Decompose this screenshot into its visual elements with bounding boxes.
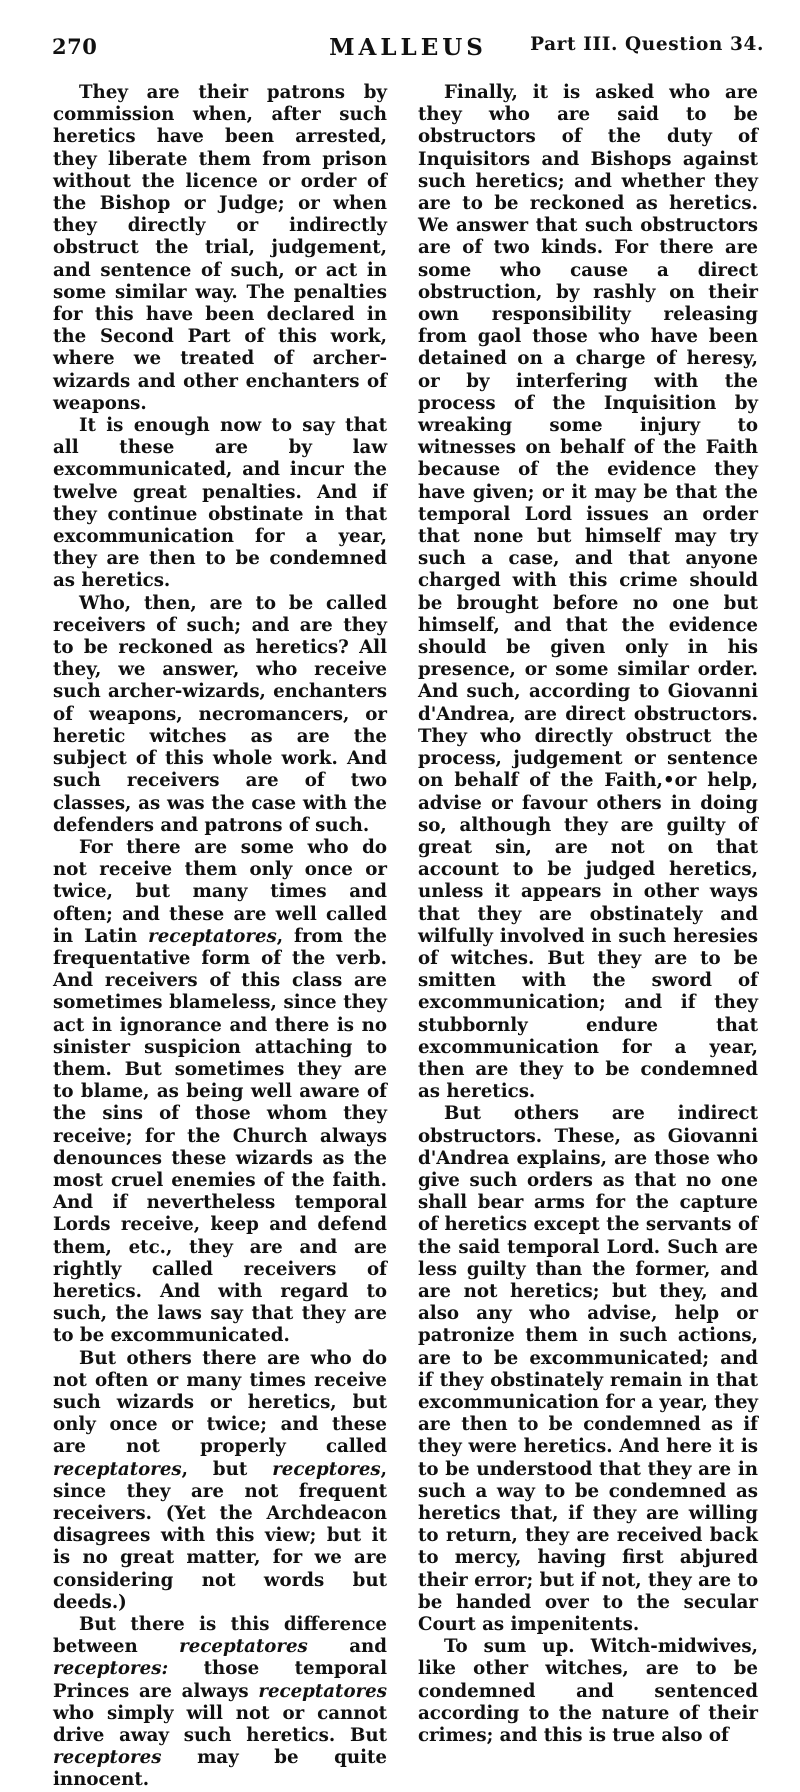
latin-term: receptatores (53, 1458, 182, 1480)
latin-term: receptores (53, 1747, 162, 1769)
right-column (418, 82, 758, 1747)
running-title: MALLEUS (329, 34, 487, 61)
left-column (53, 82, 387, 1792)
paragraph: But others there are who do not often or many times receive such wizards or heretics, but only once or twice; and these are not properly called receptatores, but receptores, since they are not frequent receivers. (Yet the Archdeacon disagrees with this view; but it is no great matter, for we are considering not words but deeds.) (53, 1347, 387, 1613)
paragraph: But there is this difference between receptatores and receptores: those temporal Princes are always receptatores who simply will not or cannot drive away such heretics. But receptores may be quite innocent. (53, 1614, 387, 1791)
page-header (52, 34, 764, 66)
latin-term: receptores (272, 1458, 381, 1480)
latin-term: receptatores (148, 925, 277, 947)
paragraph: To sum up. Witch-midwives, like other witches, are to be condemned and sentenced according to the nature of their crimes; and this is true also of (418, 1636, 758, 1747)
paragraph: They are their patrons by commission when, after such heretics have been arrested, they liberate them from prison without the licence or order of the Bishop or Judge; or when they directly or indirectly obstruct the trial, judgement, and sentence of such, or act in some similar way. The penalties for this have been declared in the Second Part of this work, where we treated of archer-wizards and other enchanters of weapons. (53, 82, 387, 414)
paragraph: Who, then, are to be called receivers of such; and are they to be reckoned as heretics? All they, we answer, who receive such archer-wizards, enchanters of weapons, necromancers, or heretic witches as are the subject of this whole work. And such receivers are of two classes, as was the case with the defenders and patrons of such. (53, 592, 387, 836)
section-reference: Part III. Question 34. (530, 34, 764, 55)
page-number: 270 (52, 34, 98, 59)
latin-term: receptatores (179, 1636, 308, 1658)
paragraph: For there are some who do not receive them only once or twice, but many times and often; and these are well called in Latin receptatores, from the frequentative form of the verb. And receivers of this class are sometimes blameless, since they act in ignorance and there is no sinister suspicion attaching to them. But sometimes they are to blame, as being well aware of the sins of those whom they receive; for the Church always denounces these wizards as the most cruel enemies of the faith. And if nevertheless temporal Lords receive, keep and defend them, etc., they are and are rightly called receivers of heretics. And with regard to such, the laws say that they are to be excommunicated. (53, 836, 387, 1347)
paragraph: It is enough now to say that all these are by law excommunicated, and incur the twelve great penalties. And if they continue obstinate in that excommunication for a year, they are then to be condemned as heretics. (53, 415, 387, 592)
latin-term: receptatores (258, 1680, 387, 1702)
latin-term: receptores: (53, 1658, 169, 1680)
paragraph: Finally, it is asked who are they who are said to be obstructors of the duty of Inquisitors and Bishops against such heretics; and whether they are to be reckoned as heretics. We answer that such obstructors are of two kinds. For there are some who cause a direct obstruction, by rashly on their own responsibility releasing from gaol those who have been detained on a charge of heresy, or by interfering with the process of the Inquisition by wreaking some injury to witnesses on behalf of the Faith because of the evidence they have given; or it may be that the temporal Lord issues an order that none but himself may try such a case, and that anyone charged with this crime should be brought before no one but himself, and that the evidence should be given only in his presence, or some similar order. And such, according to Giovanni d'Andrea, are direct obstructors. They who directly obstruct the process, judgement or sentence on behalf of the Faith,•or help, advise or favour others in doing so, although they are guilty of great sin, are not on that account to be judged heretics, unless it appears in other ways that they are obstinately and wilfully involved in such heresies of witches. But they are to be smitten with the sword of excommunication; and if they stubbornly endure that excommunication for a year, then are they to be condemned as heretics. (418, 82, 758, 1103)
paragraph: But others are indirect obstructors. These, as Giovanni d'Andrea explains, are those who give such orders as that no one shall bear arms for the capture of heretics except the servants of the said temporal Lord. Such are less guilty than the former, and are not heretics; but they, and also any who advise, help or patronize them in such actions, are to be excommunicated; and if they obstinately remain in that excommunication for a year, they are then to be condemned as if they were heretics. And here it is to be understood that they are in such a way to be condemned as heretics that, if they are willing to return, they are received back to mercy, having first abjured their error; but if not, they are to be handed over to the secular Court as impenitents. (418, 1103, 758, 1636)
